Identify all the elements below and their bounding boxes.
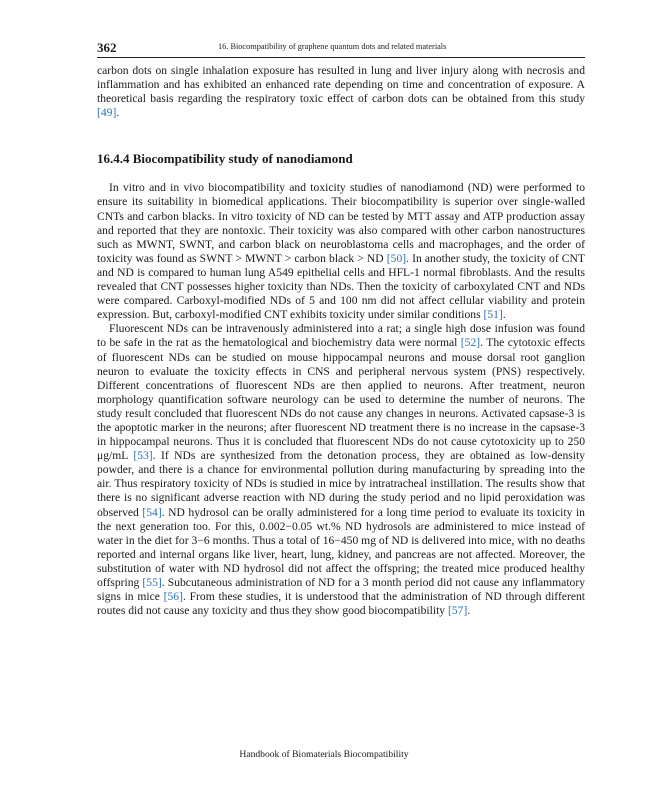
section-heading: 16.4.4 Biocompatibility study of nanodiamond — [97, 151, 353, 167]
running-title: 16. Biocompatibility of graphene quantum dots and related materials — [218, 42, 447, 51]
page-footer: Handbook of Biomaterials Biocompatibility — [239, 749, 409, 760]
citation-51[interactable]: [51] — [483, 308, 503, 322]
citation-50[interactable]: [50] — [386, 251, 407, 265]
page-body — [97, 64, 585, 618]
citation-56[interactable]: [56] — [163, 590, 183, 604]
page-header — [97, 40, 585, 58]
citation-57[interactable]: [57] — [447, 604, 468, 618]
citation-55[interactable]: [55] — [142, 576, 162, 589]
citation-54[interactable]: [54] — [142, 505, 162, 519]
citation-49[interactable]: [49] — [97, 106, 117, 120]
citation-53[interactable]: [53] — [133, 449, 153, 463]
paragraph-nd-toxicity: In vitro and in vivo biocompatibility and toxicity studies of nanodiamond (ND) were performed to ensure its suitability in biomedical applications. Their biocompatibility is superior over single-walled CNTs and carbon blacks. In vitro toxicity of ND can be tested by MTT assay and ATP production assay and reported that they are nontoxic. Their toxicity was also compared with other carbon nanostructures such as MWNT, SWNT, and carbon black on neuroblastoma cells and macrophages, and the order of toxicity was found as SWNT > MWNT > carbon black > ND [50]. In another study, the toxicity of CNT and ND is compared to human lung A549 epithelial cells and HFL-1 normal fibroblasts. And the results revealed that CNT possesses higher toxicity than NDs. Then the toxicity of carboxylated CNT and NDs were compared. Carboxyl-modified NDs of 5 and 100 nm did not affect cellular viability and protein expression. But, carboxyl-modified CNT exhibits toxicity under similar conditions [51]. — [97, 181, 585, 322]
intro-paragraph: carbon dots on single inhalation exposure has resulted in lung and liver injury along with necrosis and inflammation and has exhibited an enhanced rate depending on time and concentration of exposure. A theoretical basis regarding the respiratory toxic effect of carbon dots can be obtained from this study [49]. — [97, 64, 585, 120]
paragraph-fluorescent-nd: Fluorescent NDs can be intravenously administered into a rat; a single high dose infusion was found to be safe in the rat as the hematological and biochemistry data were normal [52]. The cytotoxic effects of fluorescent NDs can be studied on mouse hippocampal neurons and mouse dorsal root ganglion neuron to evaluate the toxicity effects in CNS and peripheral nervous system (PNS) respectively. Different concentrations of fluorescent NDs are then applied to neurons. After treatment, neuron morphology quantification software neurology can be used to determine the number of neurons. The study result concluded that fluorescent NDs do not cause any changes in neurons. Activated capsase-3 is the apoptotic marker in the neurons; after fluorescent ND treatment there is no increase in the capsase-3 in hippocampal neurons. Thus it is concluded that fluorescent NDs do not cause cytotoxicity up to 250 μg/mL [53]. If NDs are synthesized from the detonation process, they are obtained as low-density powder, and there is a chance for environmental pollution during manufacturing by spreading into the air. Thus respiratory toxicity of NDs is studied in mice by intratracheal instillation. The results show that there is no significant adverse reaction with ND during the study period and no lipid peroxidation was observed [54]. ND hydrosol can be orally administered for a long time period to evaluate its toxicity in the next generation too. For this, 0.002−0.05 wt.% ND hydrosols are administered to mice instead of water in the diet for 3−6 months. Thus a total of 16−450 mg of ND is delivered into mice, with no deaths reported and internal organs like liver, heart, lung, kidney, and pancreas are not affected. Moreover, the substitution of water with ND hydrosol did not affect the offspring; the treated mice produced healthy offspring [55]. Subcutaneous administration of ND for a 3 month period did not cause any inflammatory signs in mice [56]. From these studies, it is understood that the administration of ND through different routes did not cause any toxicity and thus they show good biocompatibility [57]. — [97, 322, 585, 618]
header-rule — [97, 57, 585, 58]
page-number: 362 — [97, 40, 117, 55]
citation-52[interactable]: [52] — [460, 336, 481, 350]
